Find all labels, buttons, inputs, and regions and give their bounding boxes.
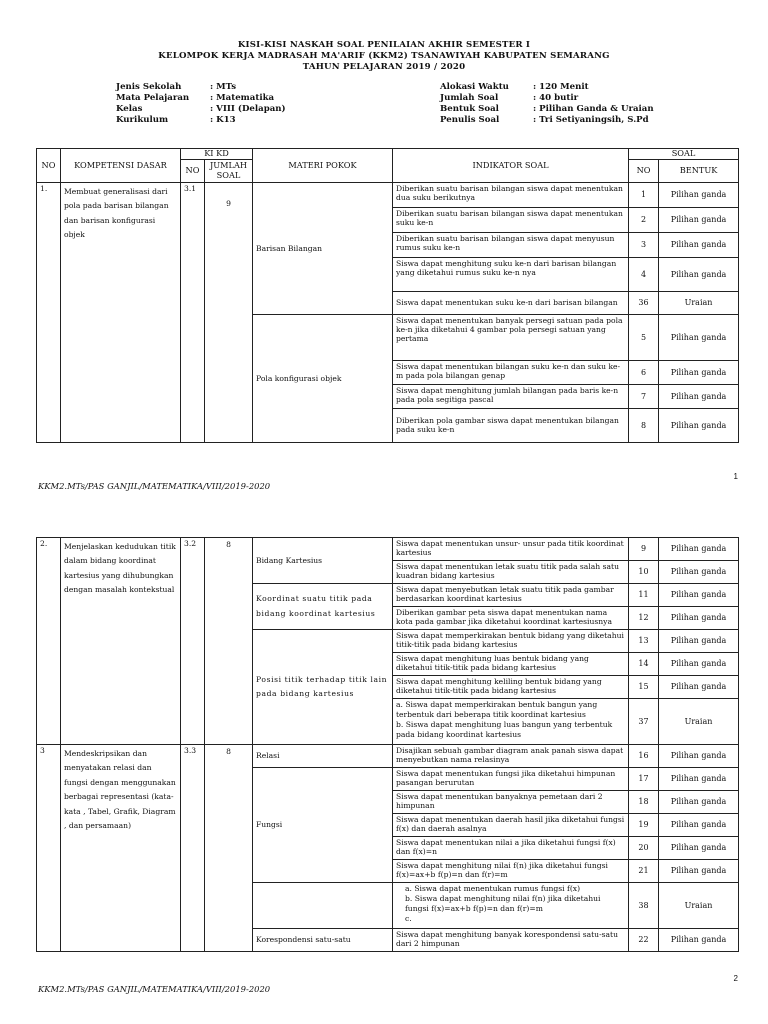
meta-label: Mata Pelajaran: [116, 93, 190, 103]
bentuk-soal: Pilihan ganda: [659, 207, 739, 232]
materi-pokok: Korespondensi satu-satu: [253, 929, 393, 952]
meta-label: Bentuk Soal: [440, 104, 499, 114]
soal-number: 5: [629, 314, 659, 360]
indikator-soal: Diberikan pola gambar siswa dapat menentukan bilangan pada suku ke-n: [393, 408, 629, 442]
soal-number: 2: [629, 207, 659, 232]
indikator-soal: Siswa dapat menentukan banyak persegi satuan pada pola ke-n jika diketahui 4 gambar pola persegi satuan yang pertama: [393, 314, 629, 360]
page-number: 1: [733, 472, 738, 481]
soal-number: 16: [629, 745, 659, 768]
bentuk-soal: Pilihan ganda: [659, 607, 739, 630]
meta-value: : Pilihan Ganda & Uraian: [533, 104, 654, 114]
indikator-soal: Siswa dapat menentukan unsur- unsur pada titik koordinat kartesius: [393, 538, 629, 561]
soal-number: 9: [629, 538, 659, 561]
soal-number: 1: [629, 182, 659, 207]
bentuk-soal: Pilihan ganda: [659, 630, 739, 653]
kd-number: 2.: [37, 538, 61, 745]
soal-number: 37: [629, 699, 659, 745]
kisi-kisi-table-page-1: [36, 148, 739, 443]
meta-label: Kurikulum: [116, 115, 169, 125]
kd-code: 3.1: [181, 182, 205, 442]
page-1: [0, 0, 768, 500]
bentuk-soal: Pilihan ganda: [659, 584, 739, 607]
bentuk-soal: Pilihan ganda: [659, 768, 739, 791]
indikator-soal: Siswa dapat menentukan fungsi jika diketahui himpunan pasangan berurutan: [393, 768, 629, 791]
bentuk-soal: Pilihan ganda: [659, 929, 739, 952]
soal-number: 14: [629, 653, 659, 676]
soal-number: 21: [629, 860, 659, 883]
indikator-soal: Siswa dapat menentukan bilangan suku ke-n dan suku ke-m pada pola bilangan genap: [393, 360, 629, 384]
materi-pokok: Barisan Bilangan: [253, 182, 393, 314]
bentuk-soal: Pilihan ganda: [659, 182, 739, 207]
meta-value: : K13: [210, 115, 236, 125]
soal-number: 19: [629, 814, 659, 837]
page-2: [0, 500, 768, 1024]
bentuk-soal: Pilihan ganda: [659, 791, 739, 814]
bentuk-soal: Pilihan ganda: [659, 860, 739, 883]
kisi-kisi-table-page-2: [36, 537, 739, 952]
indikator-soal: Siswa dapat menyebutkan letak suatu titik pada gambar berdasarkan koordinat kartesius: [393, 584, 629, 607]
meta-label: Alokasi Waktu: [440, 82, 509, 92]
header-materi: MATERI POKOK: [253, 149, 393, 183]
document-title: KISI-KISI NASKAH SOAL PENILAIAN AKHIR SEMESTER I: [237, 40, 531, 50]
soal-number: 3: [629, 232, 659, 257]
bentuk-soal: Pilihan ganda: [659, 538, 739, 561]
meta-value: : 40 butir: [533, 93, 579, 103]
materi-pokok: Posisi titik terhadap titik lain pada bidang kartesius: [253, 630, 393, 745]
kd-number: 1.: [37, 182, 61, 442]
bentuk-soal: Pilihan ganda: [659, 408, 739, 442]
meta-value: : Matematika: [210, 93, 275, 103]
bentuk-soal: Pilihan ganda: [659, 384, 739, 408]
meta-label: Jenis Sekolah: [116, 82, 182, 92]
materi-pokok: Bidang Kartesius: [253, 538, 393, 584]
indikator-soal: Siswa dapat menghitung keliling bentuk bidang yang diketahui titik-titik pada bidang kartesius: [393, 676, 629, 699]
bentuk-soal: Pilihan ganda: [659, 232, 739, 257]
soal-number: 10: [629, 561, 659, 584]
soal-number: 20: [629, 837, 659, 860]
materi-pokok: Relasi: [253, 745, 393, 768]
materi-pokok: Fungsi: [253, 768, 393, 883]
indikator-subitem: a. Siswa dapat memperkirakan bentuk bangun yang terbentuk dari beberapa titik koordinat kartesius: [396, 700, 598, 719]
indikator-soal: Siswa dapat menghitung jumlah bilangan pada baris ke-n pada pola segitiga pascal: [393, 384, 629, 408]
indikator-soal: Diberikan suatu barisan bilangan siswa dapat menentukan suku ke-n: [393, 207, 629, 232]
footer-code: KKM2.MTs/PAS GANJIL/MATEMATIKA/VIII/2019-2020: [38, 984, 271, 994]
indikator-subitem: c.: [405, 913, 412, 923]
indikator-soal: Siswa dapat menghitung banyak korespondensi satu-satu dari 2 himpunan: [393, 929, 629, 952]
soal-number: 18: [629, 791, 659, 814]
header-jumlah-soal: JUMLAH SOAL: [205, 159, 253, 182]
soal-number: 36: [629, 291, 659, 314]
jumlah-soal: 8: [205, 538, 253, 745]
document-subtitle: KELOMPOK KERJA MADRASAH MA'ARIF (KKM2) TSANAWIYAH KABUPATEN SEMARANG: [158, 51, 610, 61]
soal-number: 11: [629, 584, 659, 607]
kd-number: 3: [37, 745, 61, 952]
indikator-soal: Siswa dapat menentukan nilai a jika diketahui fungsi f(x) dan f(x)=n: [393, 837, 629, 860]
soal-number: 8: [629, 408, 659, 442]
soal-number: 17: [629, 768, 659, 791]
kd-code: 3.2: [181, 538, 205, 745]
jumlah-soal: 9: [205, 182, 253, 442]
soal-number: 7: [629, 384, 659, 408]
meta-label: Jumlah Soal: [440, 93, 499, 103]
indikator-soal: [393, 883, 629, 929]
indikator-subitem: a. Siswa dapat menentukan rumus fungsi f(x): [405, 884, 581, 893]
soal-number: 15: [629, 676, 659, 699]
bentuk-soal: Pilihan ganda: [659, 653, 739, 676]
materi-pokok-empty: [253, 883, 393, 929]
indikator-soal: [393, 699, 629, 745]
indikator-subitem: b. Siswa dapat menghitung luas bangun yang terbentuk pada bidang koordinat kartesius: [396, 719, 613, 739]
materi-pokok: Pola konfigurasi objek: [253, 314, 393, 442]
meta-label: Kelas: [116, 104, 143, 114]
indikator-subitem: b. Siswa dapat menghitung nilai f(n) jika diketahui fungsi f(x)=ax+b f(p)=n dan f(r)=m: [405, 893, 601, 913]
jumlah-soal: 8: [205, 745, 253, 952]
bentuk-soal: Uraian: [659, 699, 739, 745]
indikator-soal: Siswa dapat menghitung nilai f(n) jika diketahui fungsi f(x)=ax+b f(p)=n dan f(r)=m: [393, 860, 629, 883]
meta-value: : VIII (Delapan): [210, 104, 286, 114]
bentuk-soal: Pilihan ganda: [659, 837, 739, 860]
kompetensi-dasar: Membuat generalisasi dari pola pada barisan bilangan dan barisan konfigurasi objek: [61, 182, 181, 442]
soal-number: 4: [629, 257, 659, 291]
header-no: NO: [37, 149, 61, 183]
page-number: 2: [733, 974, 738, 983]
document-year: TAHUN PELAJARAN 2019 / 2020: [302, 62, 466, 72]
soal-number: 38: [629, 883, 659, 929]
indikator-soal: Siswa dapat menentukan suku ke-n dari barisan bilangan: [393, 291, 629, 314]
bentuk-soal: Pilihan ganda: [659, 561, 739, 584]
header-bentuk: BENTUK: [659, 159, 739, 182]
indikator-soal: Siswa dapat menghitung suku ke-n dari barisan bilangan yang diketahui rumus suku ke-n nya: [393, 257, 629, 291]
header-ki-kd: KI KD: [181, 149, 253, 160]
indikator-soal: Diberikan suatu barisan bilangan siswa dapat menyusun rumus suku ke-n: [393, 232, 629, 257]
soal-number: 6: [629, 360, 659, 384]
bentuk-soal: Pilihan ganda: [659, 676, 739, 699]
bentuk-soal: Uraian: [659, 883, 739, 929]
header-indikator: INDIKATOR SOAL: [393, 149, 629, 183]
header-soal: SOAL: [629, 149, 739, 160]
kd-code: 3.3: [181, 745, 205, 952]
indikator-soal: Siswa dapat memperkirakan bentuk bidang yang diketahui titik-titik pada bidang kartesius: [393, 630, 629, 653]
soal-number: 13: [629, 630, 659, 653]
bentuk-soal: Pilihan ganda: [659, 314, 739, 360]
indikator-soal: Siswa dapat menghitung luas bentuk bidang yang diketahui titik-titik pada bidang kartesius: [393, 653, 629, 676]
indikator-soal: Siswa dapat menentukan letak suatu titik pada salah satu kuadran bidang kartesius: [393, 561, 629, 584]
bentuk-soal: Pilihan ganda: [659, 360, 739, 384]
header-ki-no: NO: [181, 159, 205, 182]
bentuk-soal: Pilihan ganda: [659, 745, 739, 768]
header-kompetensi: KOMPETENSI DASAR: [61, 149, 181, 183]
meta-value: : 120 Menit: [533, 82, 589, 92]
bentuk-soal: Pilihan ganda: [659, 257, 739, 291]
bentuk-soal: Pilihan ganda: [659, 814, 739, 837]
kompetensi-dasar: Menjelaskan kedudukan titik dalam bidang koordinat kartesius yang dihubungkan dengan masalah kontekstual: [61, 538, 181, 745]
soal-number: 22: [629, 929, 659, 952]
soal-number: 12: [629, 607, 659, 630]
materi-pokok: Koordinat suatu titik pada bidang koordinat kartesius: [253, 584, 393, 630]
header-soal-no: NO: [629, 159, 659, 182]
indikator-soal: Diberikan suatu barisan bilangan siswa dapat menentukan dua suku berikutnya: [393, 182, 629, 207]
indikator-soal: Disajikan sebuah gambar diagram anak panah siswa dapat menyebutkan nama relasinya: [393, 745, 629, 768]
indikator-soal: Diberikan gambar peta siswa dapat menentukan nama kota pada gambar jika diketahui koordinat kartesiusnya: [393, 607, 629, 630]
indikator-soal: Siswa dapat menentukan banyaknya pemetaan dari 2 himpunan: [393, 791, 629, 814]
meta-label: Penulis Soal: [440, 115, 500, 125]
footer-code: KKM2.MTs/PAS GANJIL/MATEMATIKA/VIII/2019-2020: [38, 481, 271, 491]
meta-value: : Tri Setiyaningsih, S.Pd: [533, 115, 649, 125]
meta-value: : MTs: [210, 82, 237, 92]
kompetensi-dasar: Mendeskripsikan dan menyatakan relasi dan fungsi dengan menggunakan berbagai representasi (kata-kata , Tabel, Grafik, Diagram , dan persamaan): [61, 745, 181, 952]
bentuk-soal: Uraian: [659, 291, 739, 314]
indikator-soal: Siswa dapat menentukan daerah hasil jika diketahui fungsi f(x) dan daerah asalnya: [393, 814, 629, 837]
